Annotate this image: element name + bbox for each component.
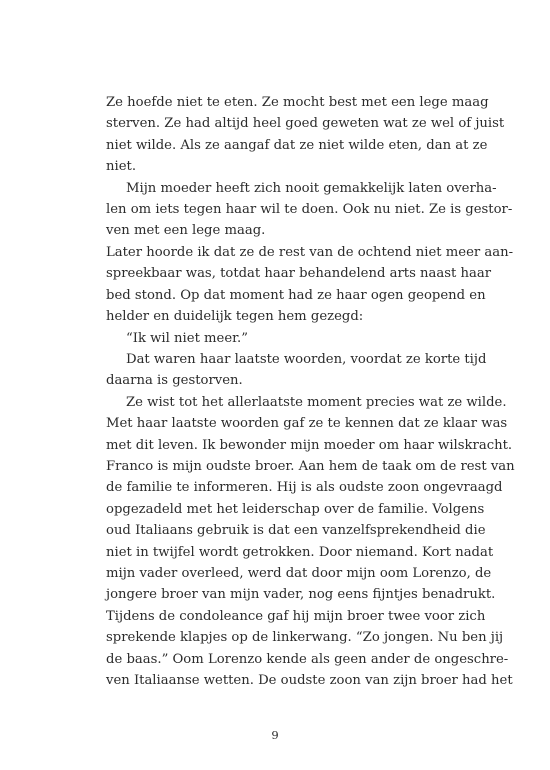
- text-line: Ze wist tot het allerlaatste moment precies wat ze wilde.: [126, 394, 507, 410]
- text-line: Met haar laatste woorden gaf ze te kennen dat ze klaar was: [106, 416, 508, 432]
- text-line: niet.: [106, 159, 137, 175]
- text-line: opgezadeld met het leiderschap over de familie. Volgens: [106, 501, 485, 517]
- text-line: met dit leven. Ik bewonder mijn moeder om haar wilskracht.: [106, 437, 513, 453]
- text-line: niet in twijfel wordt getrokken. Door niemand. Kort nadat: [106, 544, 494, 560]
- text-line: de familie te informeren. Hij is als oudste zoon ongevraagd: [106, 480, 503, 496]
- paragraph: [106, 242, 514, 328]
- paragraph: [106, 92, 505, 178]
- text-line: oud Italiaans gebruik is dat een vanzelfsprekendheid die: [106, 523, 486, 539]
- paragraph: [106, 392, 513, 456]
- text-line: Later hoorde ik dat ze de rest van de ochtend niet meer aan-: [106, 245, 514, 260]
- paragraph: [106, 178, 513, 242]
- text-line: Franco is mijn oudste broer. Aan hem de taak om de rest van: [106, 459, 515, 474]
- text-line: ven Italiaanse wetten. De oudste zoon van zijn broer had het: [106, 672, 513, 688]
- text-line: Dat waren haar laatste woorden, voordat ze korte tijd: [126, 352, 487, 367]
- text-line: Ze hoefde niet te eten. Ze mocht best met een lege maag: [106, 95, 489, 110]
- text-line: jongere broer van mijn vader, nog eens fijntjes benadrukt.: [106, 587, 496, 603]
- page-number: 9: [271, 728, 279, 742]
- text-line: ven met een lege maag.: [106, 223, 266, 239]
- text-line: de baas.” Oom Lorenzo kende als geen ander de ongeschre-: [106, 651, 509, 667]
- text-line: sterven. Ze had altijd heel goed geweten wat ze wel of juist: [106, 116, 505, 132]
- text-line: mijn vader overleed, werd dat door mijn oom Lorenzo, de: [106, 565, 492, 581]
- text-line: Mijn moeder heeft zich nooit gemakkelijk laten overha-: [126, 180, 497, 196]
- text-line: niet wilde. Als ze aangaf dat ze niet wilde eten, dan at ze: [106, 137, 488, 153]
- text-line: spreekbaar was, totdat haar behandelend arts naast haar: [106, 266, 492, 282]
- paragraph: [106, 328, 464, 349]
- paragraph: [106, 349, 487, 392]
- text-line: sprekende klapjes op de linkerwang. “Zo jongen. Nu ben jij: [106, 630, 504, 646]
- text-line: Tijdens de condoleance gaf hij mijn broer twee voor zich: [106, 608, 486, 624]
- paragraph: [106, 456, 515, 691]
- text-line: “Ik wil niet meer.”: [126, 330, 248, 346]
- text-line: bed stond. Op dat moment had ze haar ogen geopend en: [106, 287, 486, 303]
- text-line: len om iets tegen haar wil te doen. Ook nu niet. Ze is gestor-: [106, 201, 513, 217]
- text-line: helder en duidelijk tegen hem gezegd:: [106, 309, 364, 325]
- text-line: daarna is gestorven.: [106, 373, 243, 389]
